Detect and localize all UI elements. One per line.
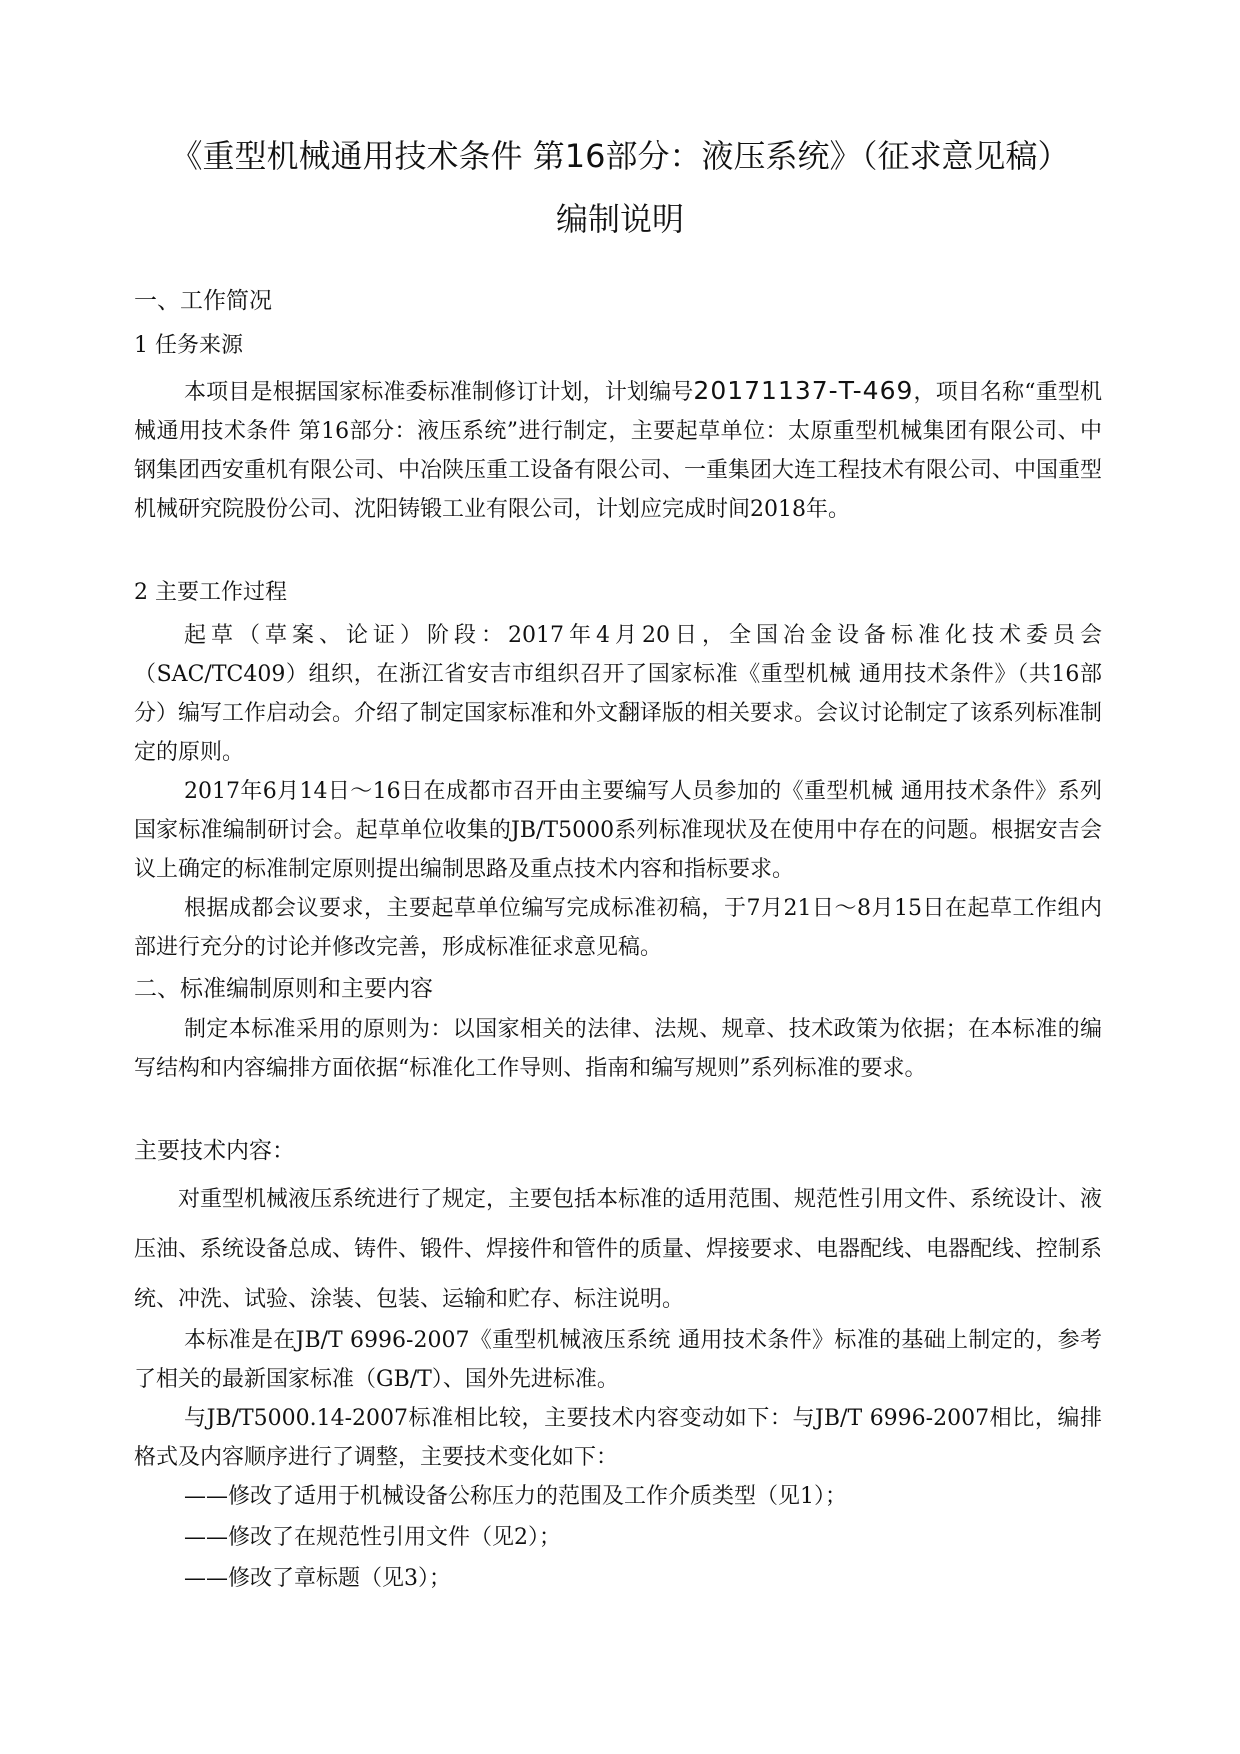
document-title: 《重型机械通用技术条件 第16部分：液压系统》（征求意见稿） <box>170 137 1070 175</box>
tech-content-paragraph: 对重型机械液压系统进行了规定，主要包括本标准的适用范围、规范性引用文件、系统设计、液压油、系统设备总成、铸件、锻件、焊接件和管件的质量、焊接要求、电器配线、电器配线、控制系统、冲洗、试验、涂装、包装、运输和贮存、标注说明。 <box>134 1187 1103 1312</box>
task-source-text-suffix: ，项目名称“重型机械通用技术条件 第16部分：液压系统”进行制定，主要起草单位：太原重型机械集团有限公司、中钢集团西安重机有限公司、中冶陕压重工设备有限公司、一重集团大连工程技术有限公司、中国重型机械研究院股份公司、沈阳铸锻工业有限公司，计划应完成时间2018年。 <box>134 380 1103 522</box>
process-paragraph-2: 2017年6月14日～16日在成都市召开由主要编写人员参加的《重型机械 通用技术条件》系列国家标准编制研讨会。起草单位收集的JB/T5000系列标准现状及在使用中存在的问题。根据安吉会议上确定的标准制定原则提出编制思路及重点技术内容和指标要求。 <box>134 779 1102 882</box>
section1-heading: 一、工作简况 <box>134 288 272 314</box>
task-source-paragraph <box>134 371 1102 529</box>
document-subtitle: 编制说明 <box>555 200 684 238</box>
task-source-text-prefix: 本项目是根据国家标准委标准制修订计划，计划编号 <box>184 380 694 405</box>
tech-content-heading: 主要技术内容： <box>134 1138 295 1164</box>
comparison-paragraph: 与JB/T5000.14-2007标准相比较，主要技术内容变动如下：与JB/T 6996-2007相比，编排格式及内容顺序进行了调整，主要技术变化如下： <box>134 1406 1102 1470</box>
process-paragraph-1: 起草（草案、论证）阶段：2017年4月20日，全国冶金设备标准化技术委员会（SAC/TC409）组织，在浙江省安吉市组织召开了国家标准《重型机械 通用技术条件》（共16部分）编写工作启动会。介绍了制定国家标准和外文翻译版的相关要求。会议讨论制定了该系列标准制定的原则。 <box>134 623 1103 765</box>
plan-number: 20171137-T-469 <box>693 376 914 405</box>
section2-heading: 二、标准编制原则和主要内容 <box>134 976 433 1002</box>
process-paragraph-3: 根据成都会议要求，主要起草单位编写完成标准初稿，于7月21日～8月15日在起草工作组内部进行充分的讨论并修改完善，形成标准征求意见稿。 <box>134 896 1102 960</box>
principle-paragraph: 制定本标准采用的原则为：以国家相关的法律、法规、规章、技术政策为依据；在本标准的编写结构和内容编排方面依据“标准化工作导则、指南和编写规则”系列标准的要求。 <box>134 1017 1102 1081</box>
change-item: ——修改了适用于机械设备公称压力的范围及工作介质类型（见1）； <box>184 1484 847 1509</box>
change-item: ——修改了在规范性引用文件（见2）； <box>184 1525 561 1550</box>
section1-sub1-heading: 1 任务来源 <box>134 333 243 358</box>
change-item: ——修改了章标题（见3）； <box>184 1566 451 1591</box>
section1-sub2-heading: 2 主要工作过程 <box>134 580 287 605</box>
basis-paragraph: 本标准是在JB/T 6996-2007《重型机械液压系统 通用技术条件》标准的基础上制定的，参考了相关的最新国家标准（GB/T）、国外先进标准。 <box>134 1328 1102 1392</box>
